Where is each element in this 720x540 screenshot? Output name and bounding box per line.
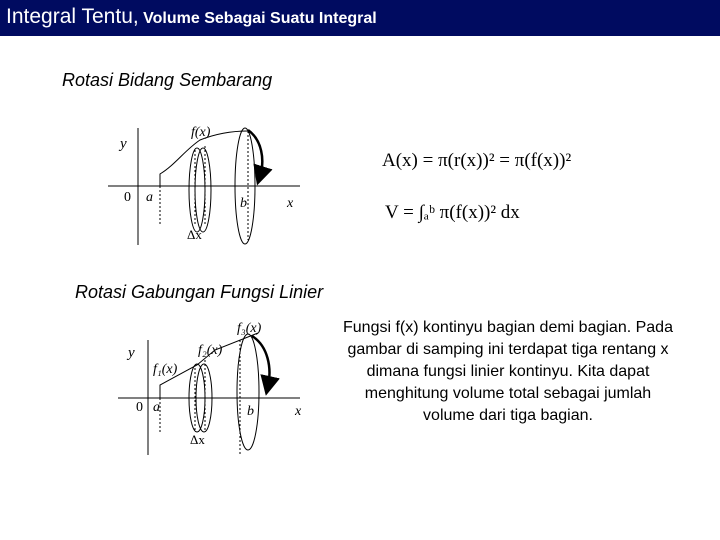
label-x: x bbox=[287, 196, 294, 211]
label-b-2: b bbox=[247, 404, 254, 419]
title-sub: Volume Sebagai Suatu Integral bbox=[143, 10, 377, 27]
title-main: Integral Tentu, bbox=[6, 5, 139, 28]
label-y-2: y bbox=[128, 345, 135, 361]
description-paragraph: Fungsi f(x) kontinyu bagian demi bagian. Pada gambar di samping ini terdapat tiga rentang x dimana fungsi linier kontinyu. Kita dapat menghitung volume total sebagai jumlah volume dari tiga bagian. bbox=[343, 319, 673, 424]
rotation-arrow-2 bbox=[252, 336, 269, 386]
label-zero-2: 0 bbox=[136, 400, 143, 415]
label-zero: 0 bbox=[124, 190, 131, 205]
label-fx: f(x) bbox=[191, 125, 211, 140]
diagram-rotasi-bidang bbox=[108, 128, 300, 245]
heading-rotasi-gabungan: Rotasi Gabungan Fungsi Linier bbox=[75, 282, 324, 302]
label-b: b bbox=[240, 196, 247, 211]
label-a: a bbox=[146, 190, 153, 205]
label-x-2: x bbox=[295, 404, 302, 419]
heading-rotasi-bidang: Rotasi Bidang Sembarang bbox=[62, 70, 273, 90]
label-f2: f₂(x) bbox=[198, 343, 223, 358]
formula-volume: V = ∫ₐᵇ π(f(x))² dx bbox=[385, 202, 520, 223]
label-f3: f₃(x) bbox=[237, 321, 262, 336]
label-dx-2: Δx bbox=[190, 432, 205, 447]
formula-area: A(x) = π(r(x))² = π(f(x))² bbox=[382, 150, 572, 171]
label-dx: Δx bbox=[187, 227, 202, 242]
label-a-2: a bbox=[153, 400, 160, 415]
label-f1: f₁(x) bbox=[153, 362, 178, 377]
label-y: y bbox=[120, 136, 127, 152]
